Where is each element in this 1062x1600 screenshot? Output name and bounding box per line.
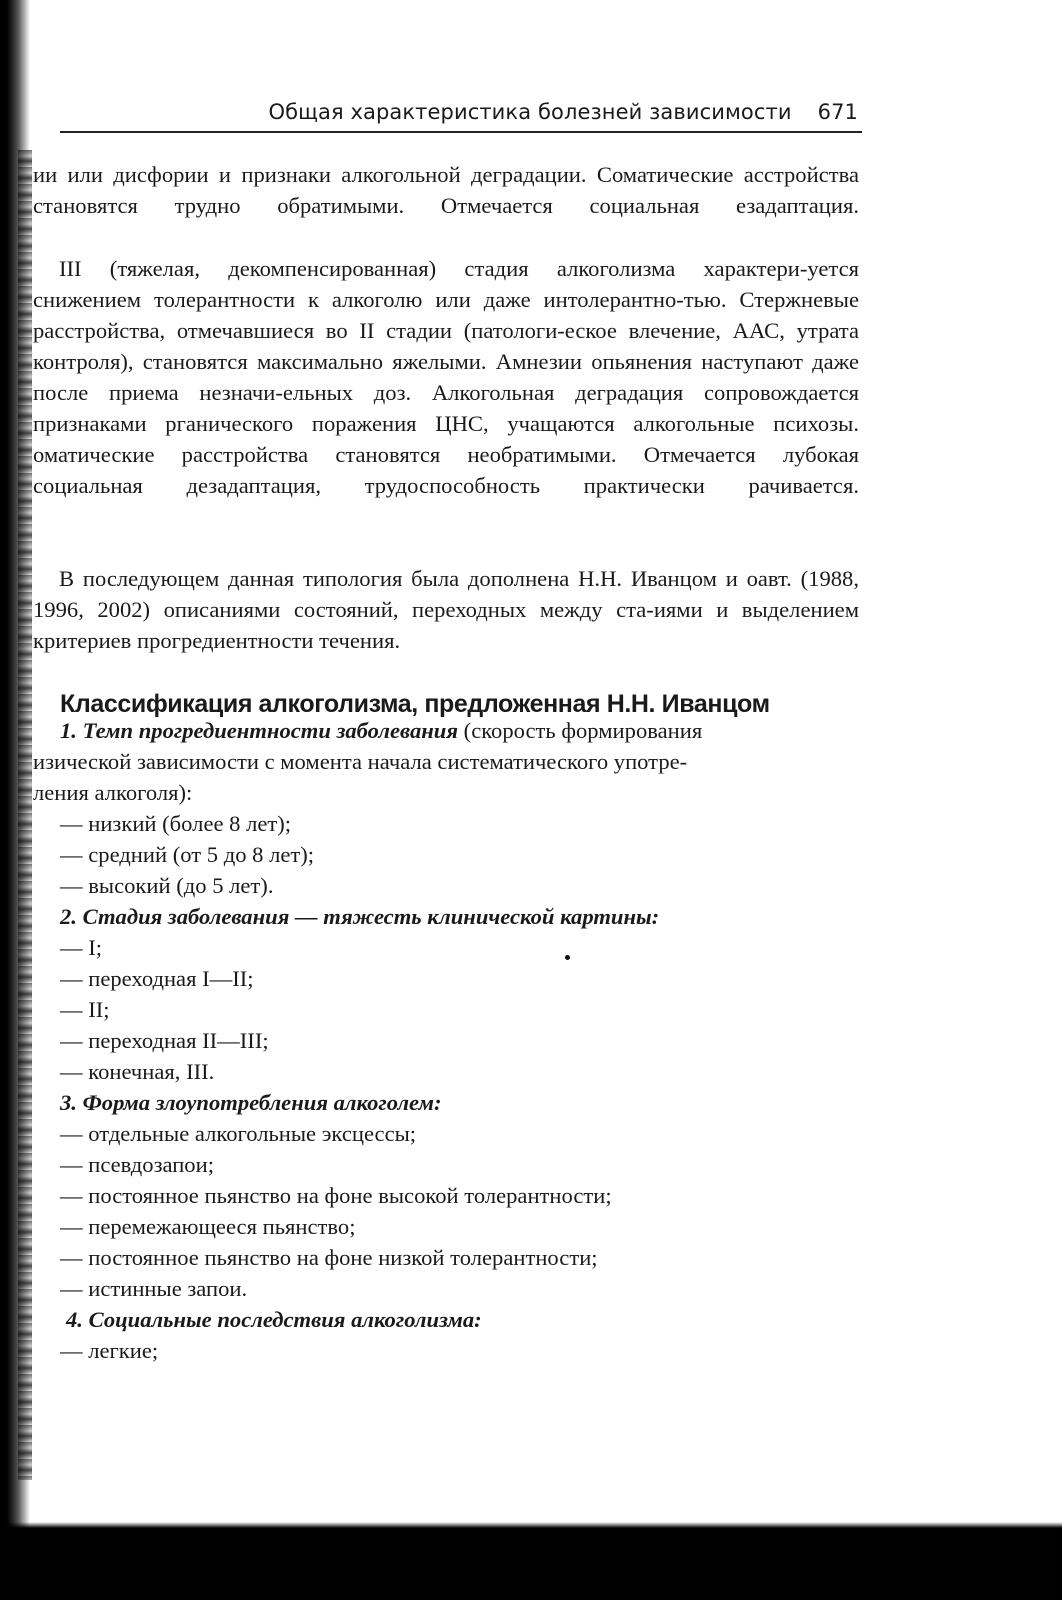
item-3-option: — отдельные алкогольные эксцессы; <box>60 1121 417 1146</box>
scan-binding-edge <box>18 150 32 1480</box>
item-2-option: — переходная I—II; <box>60 966 254 991</box>
item-4-option: — легкие; <box>60 1338 159 1363</box>
item-1-text-line-3: ления алкоголя): <box>33 780 193 805</box>
item-2-option: — I; <box>60 935 103 960</box>
item-2-option: — переходная II—III; <box>60 1028 269 1053</box>
paragraph-2: III (тяжелая, декомпенсированная) стадия алкоголизма характери-уется снижением толерантности к алкоголю или даже интолерантно-тью. Стержневые расстройства, отмечавшиеся во II стадии (патологи-еское влечение, ААС, утрата контроля), становятся максимально яжелыми. Амнезии опьянения наступают даже после приема незначи-ельных доз. Алкогольная деградация сопровождается признаками рганического поражения ЦНС, учащаются алкогольные психозы. оматические расстройства становятся необратимыми. Отмечается лубокая социальная дезадаптация, трудоспособность практически рачивается. <box>33 256 859 498</box>
item-1-option: — средний (от 5 до 8 лет); <box>60 842 315 867</box>
item-1-option: — высокий (до 5 лет). <box>60 873 274 898</box>
item-2-title: 2. Стадия заболевания — тяжесть клинической картины: <box>60 904 660 929</box>
item-1-option: — низкий (более 8 лет); <box>60 811 292 836</box>
paragraph-3: В последующем данная типология была дополнена Н.Н. Иванцом и оавт. (1988, 1996, 2002) описаниями состояний, переходных между ста-иями и выделением критериев прогредиентности течения. <box>33 566 859 653</box>
running-header <box>60 100 858 124</box>
item-3-option: — перемежающееся пьянство; <box>60 1214 356 1239</box>
item-3-option: — постоянное пьянство на фоне высокой толерантности; <box>60 1183 612 1208</box>
item-1-text-line-2: изической зависимости с момента начала систематического употре- <box>33 749 688 774</box>
section-heading: Классификация алкоголизма, предложенная Н.Н. Иванцом <box>60 690 770 718</box>
scan-speck <box>565 955 570 960</box>
item-2-option: — конечная, III. <box>60 1059 215 1084</box>
item-2-option: — II; <box>60 997 110 1022</box>
item-1-text-line-1: (скорость формирования <box>463 718 703 743</box>
item-1-title: 1. Темп прогредиентности заболевания <box>60 718 459 743</box>
item-3-option: — истинные запои. <box>60 1276 248 1301</box>
item-3-title: 3. Форма злоупотребления алкоголем: <box>60 1090 442 1115</box>
scan-bottom-edge <box>0 1528 1062 1600</box>
page-number: 671 <box>817 100 858 124</box>
header-rule <box>60 131 862 133</box>
paragraph-1: ии или дисфории и признаки алкогольной деградации. Соматические асстройства становятся трудно обратимыми. Отмечается социальная езадаптация. <box>33 162 859 218</box>
item-4-title: 4. Социальные последствия алкоголизма: <box>66 1307 482 1332</box>
running-title: Общая характеристика болезней зависимости <box>268 100 792 124</box>
item-1-line-1 <box>60 718 860 744</box>
item-3-option: — псевдозапои; <box>60 1152 214 1177</box>
item-3-option: — постоянное пьянство на фоне низкой толерантности; <box>60 1245 598 1270</box>
